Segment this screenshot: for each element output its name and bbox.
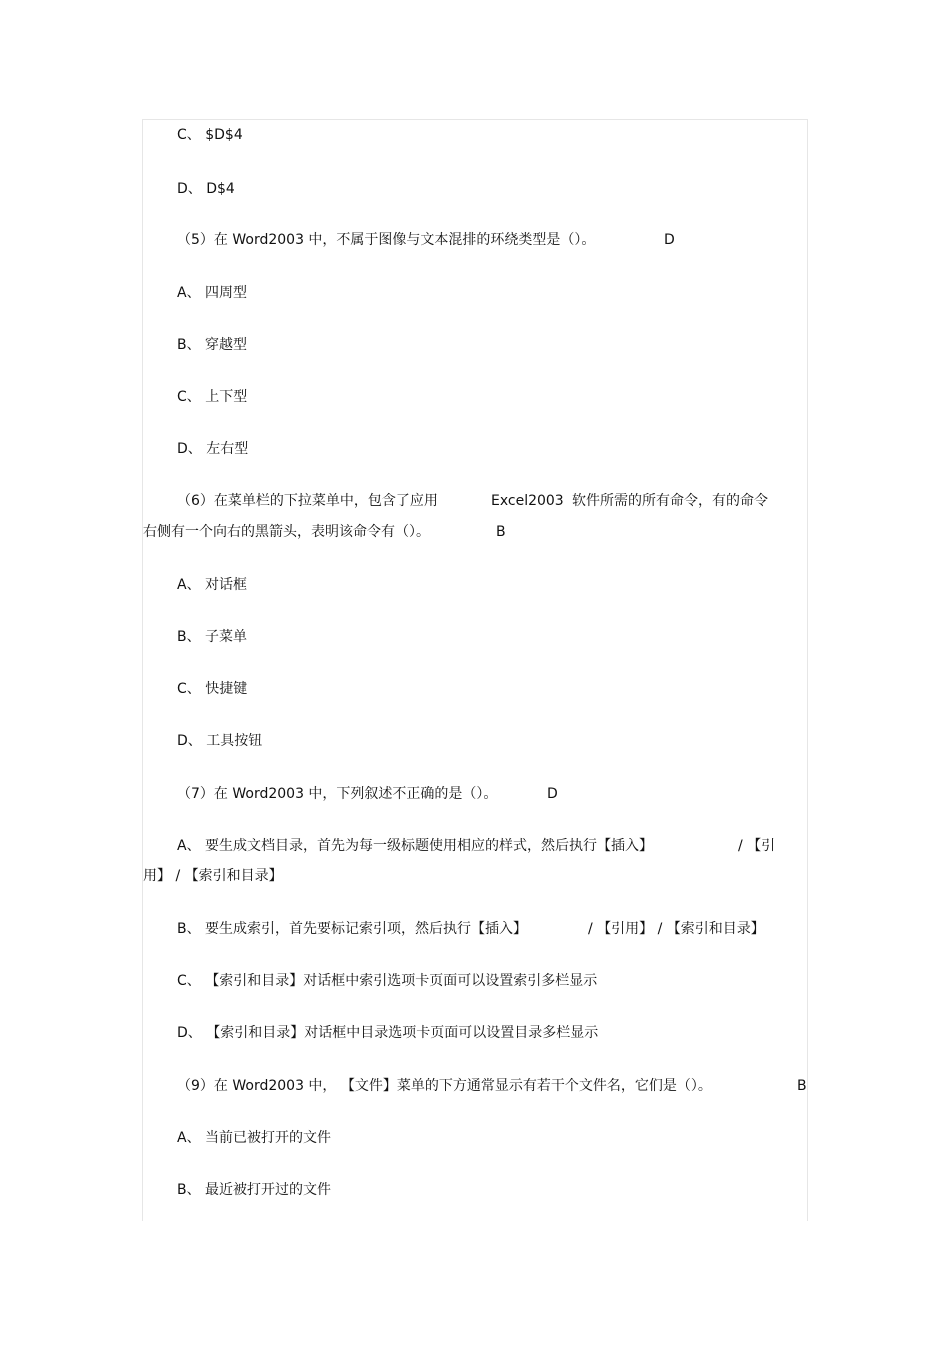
question-9: （9）在 Word2003 中， 【文件】菜单的下方通常显示有若干个文件名，它们是（）。 [177,1078,712,1094]
option-c-line: C、 $D$4 [177,127,243,143]
q5-option-d: D、 左右型 [177,441,249,457]
q7-option-a-cont: / 【引 [738,838,776,854]
question-7: （7）在 Word2003 中，下列叙述不正确的是（）。 [177,786,498,802]
q7-option-a: A、 要生成文档目录，首先为每一级标题使用相应的样式，然后执行【插入】 [177,838,654,854]
question-5: （5）在 Word2003 中，不属于图像与文本混排的环绕类型是（）。 [177,232,596,248]
question-7-answer: D [547,786,558,802]
q6-option-b: B、 子菜单 [177,629,248,645]
question-6-part-3: 软件所需的所有命令，有的命令 [572,493,768,509]
q6-option-d: D、 工具按钮 [177,733,263,749]
q7-option-d: D、 【索引和目录】对话框中目录选项卡页面可以设置目录多栏显示 [177,1025,599,1041]
q6-option-a: A、 对话框 [177,577,248,593]
question-6-part-2: Excel2003 [491,493,564,509]
option-d-line: D、 D$4 [177,181,235,197]
q7-option-b: B、 要生成索引，首先要标记索引项，然后执行【插入】 [177,921,528,937]
q7-option-c: C、 【索引和目录】对话框中索引选项卡页面可以设置索引多栏显示 [177,973,598,989]
q7-option-b-cont: / 【引用】 / 【索引和目录】 [588,921,765,937]
q9-option-a: A、 当前已被打开的文件 [177,1130,332,1146]
question-6-line-2: 右侧有一个向右的黑箭头，表明该命令有（）。 [143,524,430,540]
q9-option-b: B、 最近被打开过的文件 [177,1182,332,1198]
q6-option-c: C、 快捷键 [177,681,248,697]
question-5-answer: D [664,232,675,248]
question-9-answer: B [797,1078,807,1094]
question-6-answer: B [496,524,506,540]
q5-option-c: C、 上下型 [177,389,248,405]
q5-option-a: A、 四周型 [177,285,248,301]
question-6-part-1: （6）在菜单栏的下拉菜单中，包含了应用 [177,493,438,509]
q5-option-b: B、 穿越型 [177,337,248,353]
q7-option-a-line-2: 用】 / 【索引和目录】 [143,868,283,884]
